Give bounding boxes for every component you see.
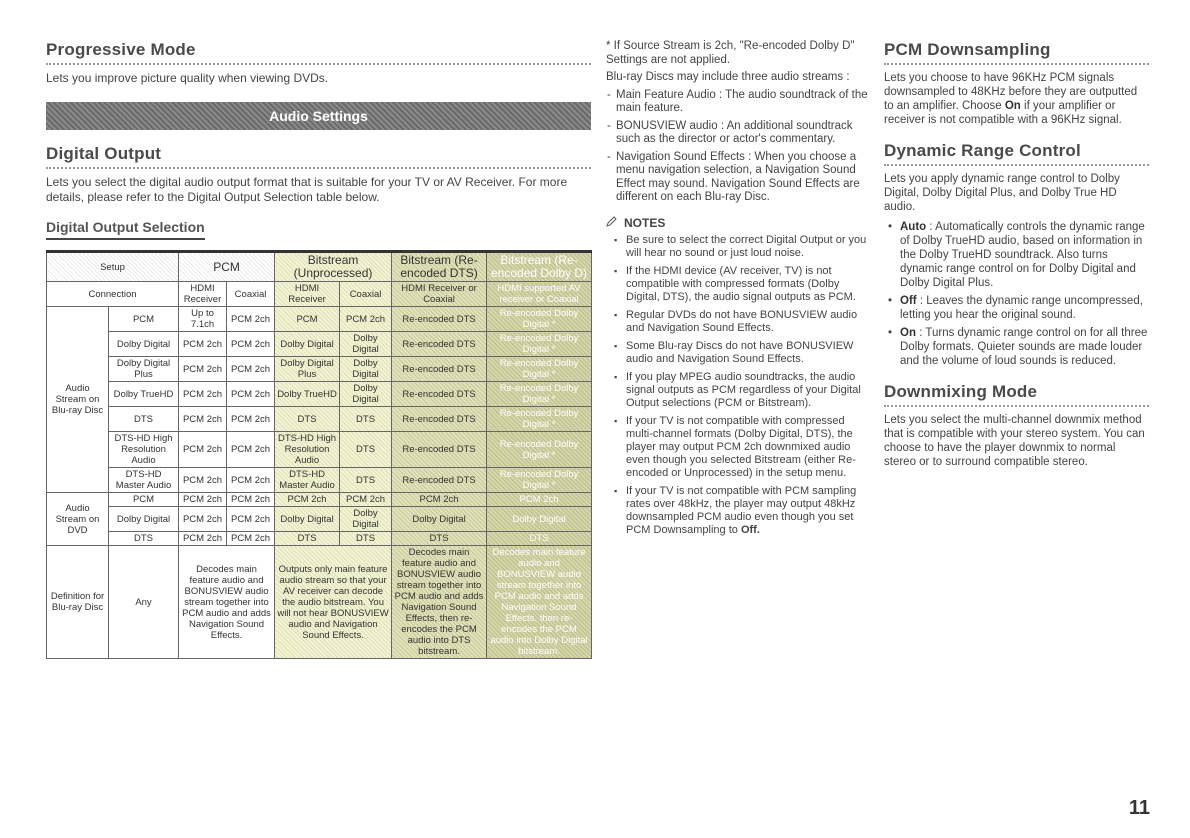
cell-pcm-coax: PCM 2ch (227, 407, 275, 432)
option-key: Auto (900, 221, 927, 233)
list-item: - BONUSVIEW audio : An additional soundtrack such as the director or actor's commentary. (616, 120, 871, 147)
cell-pcm-hdmi: PCM 2ch (179, 432, 227, 468)
row-label: DTS-HD High Resolution Audio (109, 432, 179, 468)
last-note-text: If your TV is not compatible with PCM sampling rates over 48kHz, the player may output 48kHz downsampled PCM audio even though you set PCM Downsampling to (626, 484, 857, 536)
cell-dolby: Re-encoded Dolby Digital * (487, 357, 592, 382)
definition-row (47, 546, 592, 659)
list-item: ▪ If you play MPEG audio soundtracks, the audio signal outputs as PCM regardless of your Digital Output selections (PCM or Bitstream). (626, 371, 871, 410)
cell-pcm-coax: PCM 2ch (227, 332, 275, 357)
cell-pcm-hdmi: PCM 2ch (179, 382, 227, 407)
dynamic-range-options (884, 220, 1149, 368)
cell-dts: Re-encoded DTS (392, 407, 487, 432)
cell-dolby: Re-encoded Dolby Digital * (487, 332, 592, 357)
cell-dts: Re-encoded DTS (392, 468, 487, 493)
table-row (47, 382, 592, 407)
cell-unp-hdmi: Dolby Digital Plus (275, 357, 340, 382)
setup-header: Setup (47, 252, 179, 282)
definition-unprocessed: Outputs only main feature audio stream so that your AV receiver can decode the audio bitstream. You will not hear BONUSVIEW audio and Navigation Sound Effects. (275, 546, 392, 659)
row-label: Dolby Digital (109, 507, 179, 532)
pcm-downsampling-title: PCM Downsampling (884, 40, 1149, 65)
cell-unp-coax: DTS (340, 432, 392, 468)
table-row (47, 332, 592, 357)
bitstream-reencoded-dts-header: Bitstream (Re-encoded DTS) (392, 252, 487, 282)
cell-pcm-hdmi: PCM 2ch (179, 532, 227, 546)
cell-unp-hdmi: DTS (275, 532, 340, 546)
list-item: ▪ Regular DVDs do not have BONUSVIEW audio and Navigation Sound Effects. (626, 309, 871, 335)
table-row (47, 307, 592, 332)
bitstream-reencoded-dolby-header: Bitstream (Re-encoded Dolby D) (487, 252, 592, 282)
downmixing-mode-title: Downmixing Mode (884, 382, 1149, 407)
cell-pcm-coax: PCM 2ch (227, 507, 275, 532)
cell-pcm-coax: PCM 2ch (227, 307, 275, 332)
cell-unp-hdmi: Dolby TrueHD (275, 382, 340, 407)
digital-output-title: Digital Output (46, 144, 591, 169)
pcm-body-text: Lets you choose to have 96KHz PCM signals downsampled to 48KHz before they are outputted to an amplifier. Choose (884, 72, 1138, 112)
table-row (47, 468, 592, 493)
connection-label: Connection (47, 282, 179, 307)
cell-dolby: Re-encoded Dolby Digital * (487, 432, 592, 468)
downmixing-mode-body: Lets you select the multi-channel downmix method that is compatible with your stereo system. You can choose to have the player downmix to normal stereo or to surround compatible stereo. (884, 414, 1145, 468)
cell-dts: Re-encoded DTS (392, 332, 487, 357)
cell-pcm-hdmi: Up to 7.1ch (179, 307, 227, 332)
conn-hdmi-or-coaxial: HDMI Receiver or Coaxial (392, 282, 487, 307)
definition-reencoded-dts: Decodes main feature audio and BONUSVIEW audio stream together into PCM audio and adds Navigation Sound Effects, then re-encodes the PCM audio into DTS bitstream. (392, 546, 487, 659)
source-stream-note: * If Source Stream is 2ch, "Re-encoded Dolby D" Settings are not applied. (606, 40, 855, 66)
progressive-mode-title: Progressive Mode (46, 40, 591, 65)
row-label: DTS (109, 532, 179, 546)
list-item: - Main Feature Audio : The audio soundtrack of the main feature. (616, 89, 871, 116)
list-item (626, 485, 871, 537)
list-item: ▪ If the HDMI device (AV receiver, TV) is not compatible with compressed formats (Dolby Digital, DTS), the audio signal outputs as PCM. (626, 265, 871, 304)
conn-coaxial-2: Coaxial (340, 282, 392, 307)
option-text: : Automatically controls the dynamic range of Dolby TrueHD audio, based on information in the Dolby TrueHD soundtrack. Also turns dynamic range control on for Dolby Digital and Dolby Digital Plus. (900, 221, 1145, 289)
cell-dts: DTS (392, 532, 487, 546)
cell-unp-hdmi: PCM 2ch (275, 493, 340, 507)
table-header-row (47, 252, 592, 282)
option-key: On (900, 327, 916, 339)
cell-unp-coax: DTS (340, 532, 392, 546)
list-item (900, 220, 1149, 290)
digital-output-body: Lets you select the digital audio output format that is suitable for your TV or AV Receiver. For more details, please refer to the Digital Output Selection table below. (46, 175, 568, 204)
row-label: Dolby TrueHD (109, 382, 179, 407)
table-row (47, 407, 592, 432)
cell-unp-hdmi: DTS (275, 407, 340, 432)
notes-title: NOTES (624, 215, 666, 230)
cell-unp-hdmi: Dolby Digital (275, 507, 340, 532)
cell-pcm-hdmi: PCM 2ch (179, 332, 227, 357)
cell-dts: Re-encoded DTS (392, 357, 487, 382)
audio-settings-banner: Audio Settings (46, 102, 591, 130)
digital-output-selection-title: Digital Output Selection (46, 219, 205, 240)
cell-dolby: Re-encoded Dolby Digital * (487, 468, 592, 493)
list-item (900, 326, 1149, 368)
cell-dts: Re-encoded DTS (392, 307, 487, 332)
row-label: DTS-HD Master Audio (109, 468, 179, 493)
pcm-body-text-2: if your amplifier or receiver is not compatible with a 96KHz signal. (884, 100, 1122, 126)
definition-reencoded-dolby: Decodes main feature audio and BONUSVIEW audio stream together into PCM audio and adds Navigation Sound Effects, then re-encodes the PCM audio into Dolby Digital bitstream. (487, 546, 592, 659)
progressive-mode-body: Lets you improve picture quality when viewing DVDs. (46, 71, 329, 85)
cell-dts: Re-encoded DTS (392, 382, 487, 407)
cell-pcm-hdmi: PCM 2ch (179, 493, 227, 507)
table-row (47, 357, 592, 382)
cell-unp-coax: DTS (340, 407, 392, 432)
notes-heading (606, 215, 871, 230)
connection-row (47, 282, 592, 307)
cell-dolby: PCM 2ch (487, 493, 592, 507)
cell-unp-coax: Dolby Digital (340, 507, 392, 532)
left-column (46, 40, 591, 659)
cell-dolby: Re-encoded Dolby Digital * (487, 382, 592, 407)
cell-dolby: Dolby Digital (487, 507, 592, 532)
last-note-bold: Off. (740, 523, 760, 536)
middle-column (606, 40, 871, 542)
cell-dts: Dolby Digital (392, 507, 487, 532)
notes-list (606, 234, 871, 537)
list-item: ▪ If your TV is not compatible with compressed multi-channel formats (Dolby Digital, DTS), the player may output PCM 2ch downmixed audio even though you selected Bitstream (either Re-encoded or Unprocessed) in the setup menu. (626, 415, 871, 480)
cell-pcm-coax: PCM 2ch (227, 382, 275, 407)
cell-unp-coax: Dolby Digital (340, 382, 392, 407)
conn-hdmi-receiver-2: HDMI Receiver (275, 282, 340, 307)
cell-dts: PCM 2ch (392, 493, 487, 507)
conn-coaxial: Coaxial (227, 282, 275, 307)
digital-output-table (46, 250, 592, 659)
cell-pcm-hdmi: PCM 2ch (179, 468, 227, 493)
conn-hdmi-receiver: HDMI Receiver (179, 282, 227, 307)
pcm-downsampling-body (884, 71, 1149, 127)
table-row (47, 493, 592, 507)
list-item: - Navigation Sound Effects : When you choose a menu navigation selection, a Navigation Sound Effect may sound. Navigation Sound Effects are different on each Blu-ray Disc. (616, 151, 871, 205)
option-text: : Turns dynamic range control on for all three Dolby formats. Quieter sounds are made louder and the volume of loud sounds is reduced. (900, 327, 1148, 367)
table-row (47, 532, 592, 546)
cell-unp-hdmi: PCM (275, 307, 340, 332)
table-row (47, 507, 592, 532)
row-label: PCM (109, 307, 179, 332)
cell-dolby: DTS (487, 532, 592, 546)
group-bluray-label: Audio Stream on Blu-ray Disc (47, 307, 109, 493)
cell-unp-hdmi: DTS-HD Master Audio (275, 468, 340, 493)
cell-unp-hdmi: DTS-HD High Resolution Audio (275, 432, 340, 468)
pcm-body-bold: On (1004, 100, 1021, 112)
cell-unp-coax: Dolby Digital (340, 332, 392, 357)
pcm-header: PCM (179, 252, 275, 282)
cell-unp-hdmi: Dolby Digital (275, 332, 340, 357)
list-item (900, 294, 1149, 322)
cell-dolby: Re-encoded Dolby Digital * (487, 307, 592, 332)
table-row (47, 432, 592, 468)
cell-dolby: Re-encoded Dolby Digital * (487, 407, 592, 432)
option-text: : Leaves the dynamic range uncompressed, letting you hear the original sound. (900, 295, 1143, 321)
streams-intro: Blu-ray Discs may include three audio streams : (606, 71, 850, 83)
cell-pcm-coax: PCM 2ch (227, 468, 275, 493)
cell-pcm-coax: PCM 2ch (227, 532, 275, 546)
cell-pcm-hdmi: PCM 2ch (179, 357, 227, 382)
conn-hdmi-supported: HDMI supported AV receiver or Coaxial (487, 282, 592, 307)
cell-unp-coax: PCM 2ch (340, 493, 392, 507)
row-label: DTS (109, 407, 179, 432)
dynamic-range-body: Lets you apply dynamic range control to Dolby Digital, Dolby Digital Plus, and Dolby True HD audio. (884, 173, 1120, 213)
right-column (884, 40, 1149, 469)
option-key: Off (900, 295, 917, 307)
row-label: Dolby Digital (109, 332, 179, 357)
group-dvd-label: Audio Stream on DVD (47, 493, 109, 546)
dynamic-range-title: Dynamic Range Control (884, 141, 1149, 166)
cell-unp-coax: Dolby Digital (340, 357, 392, 382)
pencil-icon (606, 215, 618, 230)
row-label: Dolby Digital Plus (109, 357, 179, 382)
cell-pcm-coax: PCM 2ch (227, 493, 275, 507)
bitstream-unprocessed-header: Bitstream (Unprocessed) (275, 252, 392, 282)
list-item: ▪ Be sure to select the correct Digital Output or you will hear no sound or just loud noise. (626, 234, 871, 260)
cell-pcm-hdmi: PCM 2ch (179, 507, 227, 532)
definition-any: Any (109, 546, 179, 659)
list-item: ▪ Some Blu-ray Discs do not have BONUSVIEW audio and Navigation Sound Effects. (626, 340, 871, 366)
cell-unp-coax: PCM 2ch (340, 307, 392, 332)
cell-pcm-coax: PCM 2ch (227, 357, 275, 382)
page-number: 11 (1128, 797, 1150, 819)
row-label: PCM (109, 493, 179, 507)
cell-pcm-hdmi: PCM 2ch (179, 407, 227, 432)
definition-label: Definition for Blu-ray Disc (47, 546, 109, 659)
streams-list (606, 89, 871, 205)
cell-unp-coax: DTS (340, 468, 392, 493)
cell-pcm-coax: PCM 2ch (227, 432, 275, 468)
definition-pcm: Decodes main feature audio and BONUSVIEW audio stream together into PCM audio and adds Navigation Sound Effects. (179, 546, 275, 659)
cell-dts: Re-encoded DTS (392, 432, 487, 468)
